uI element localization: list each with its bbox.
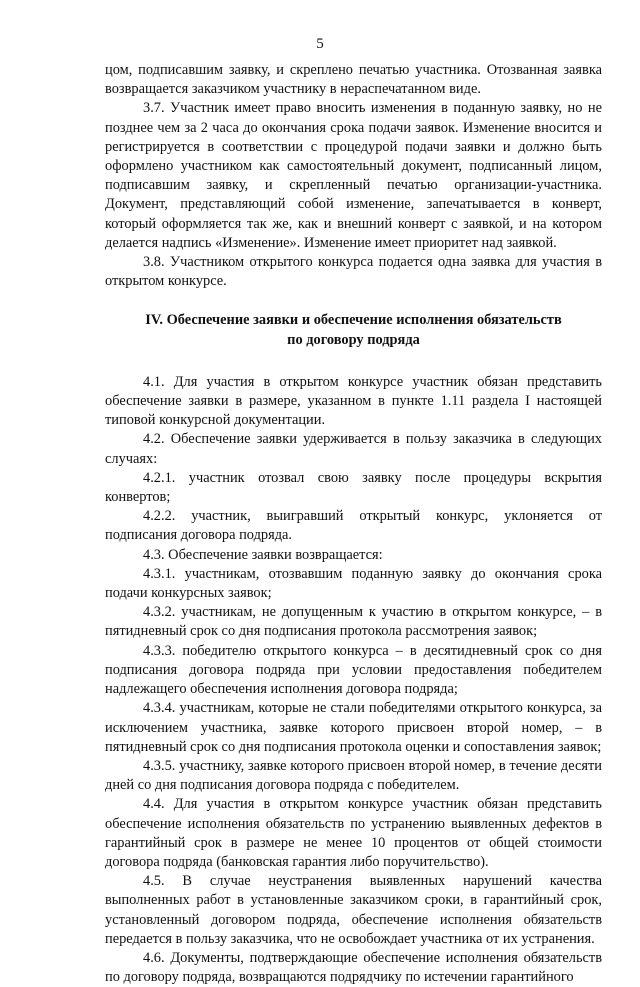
paragraph-4-6: 4.6. Документы, подтверждающие обеспечение исполнения обязательств по договору подряда, возвращаются подрядчику по истечении гарантийного [105,949,602,986]
paragraph-4-3: 4.3. Обеспечение заявки возвращается: [143,546,383,563]
paragraph-3-8: 3.8. Участником открытого конкурса подается одна заявка для участия в открытом конкурсе. [105,254,602,290]
page-number: 5 [316,36,324,52]
paragraph-4-2-2: 4.2.2. участник, выигравший открытый конкурс, уклоняется от подписания договора подряда. [105,508,602,544]
paragraph-4-3-1: 4.3.1. участникам, отозвавшим поданную заявку до окончания срока подачи конкурсных заявок; [105,565,602,602]
paragraph-4-3-3: 4.3.3. победителю открытого конкурса – в десятидневный срок со дня подписания договора подряда при условии предоставления победителем надлежащего обеспечения исполнения договора подряда; [105,642,602,698]
paragraph-continuation: цом, подписавшим заявку, и скреплено печатью участника. Отозванная заявка возвращается заказчиком участнику в нераспечатанном виде. [105,62,602,98]
section-heading [105,311,602,349]
paragraph-4-3-2: 4.3.2. участникам, не допущенным к участию в открытом конкурсе, – в пятидневный срок со дня подписания протокола рассмотрения заявок; [105,604,602,640]
paragraph-4-2-1: 4.2.1. участник отозвал свою заявку после процедуры вскрытия конвертов; [105,469,602,506]
paragraph-3-7: 3.7. Участник имеет право вносить изменения в поданную заявку, но не позднее чем за 2 часа до окончания срока подачи заявок. Изменение вносится и регистрируется в соответствии с процедурой подачи заявки и должно быть оформлено участником как самостоятельный документ, подписанный лицом, подписавшим заявку, и скрепленный печатью организации-участника. Документ, представляющий собой изменение, запечатывается в конверт, который оформляется так же, как и внешний конверт с заявкой, и на котором делается надпись «Изменение». Изменение имеет приоритет над заявкой. [105,100,602,251]
section-heading-line-2: по договору подряда [287,331,420,348]
document-body [105,61,602,987]
paragraph-4-2: 4.2. Обеспечение заявки удерживается в пользу заказчика в следующих случаях: [105,431,602,467]
paragraph-4-3-5: 4.3.5. участнику, заявке которого присвоен второй номер, в течение десяти дней со дня подписания договора подряда с победителем. [105,757,602,794]
section-heading-line-1: IV. Обеспечение заявки и обеспечение исполнения обязательств [145,312,562,329]
paragraph-4-1: 4.1. Для участия в открытом конкурсе участник обязан представить обеспечение заявки в размере, указанном в пункте 1.11 раздела I настоящей типовой конкурсной документации. [105,373,602,429]
paragraph-4-5: 4.5. В случае неустранения выявленных нарушений качества выполненных работ в установленные заказчиком сроки, в гарантийный срок, установленный договором подряда, обеспечение исполнения обязательств передается в пользу заказчика, что не освобождает участника от их устранения. [105,873,602,947]
paragraph-4-4: 4.4. Для участия в открытом конкурсе участник обязан представить обеспечение исполнения обязательств по устранению выявленных дефектов в гарантийный срок в размере не менее 10 процентов от общей стоимости договора подряда (банковская гарантия либо поручительство). [105,796,602,870]
paragraph-4-3-4: 4.3.4. участникам, которые не стали победителями открытого конкурса, за исключением участника, заявке которого присвоен второй номер, – в пятидневный срок со дня подписания протокола оценки и сопоставления заявок; [105,700,602,755]
